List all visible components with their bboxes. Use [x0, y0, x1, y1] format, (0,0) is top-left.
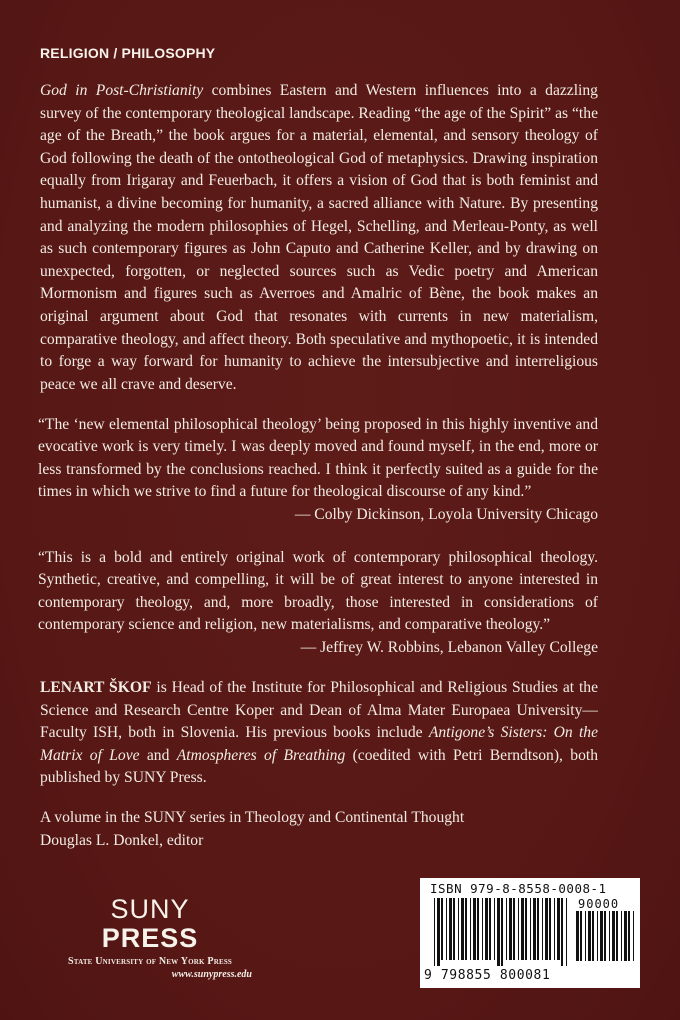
barcode-bar [624, 911, 627, 961]
barcode-bar [616, 911, 618, 961]
barcode-bar [497, 898, 500, 966]
barcode-bar [446, 898, 447, 960]
barcode-bar [545, 898, 548, 960]
barcode-bar [621, 911, 622, 961]
barcode-bar [557, 898, 560, 960]
description-text: combines Eastern and Western influences into a dazzling survey of the contemporary theological landscape. Reading “the age of the Spirit” as “the age of the Breath,” the book argues for a material, elemental, and sensory theology of God following the death of the ontotheological God of metaphysics. Drawing inspiration equally from Irigaray and Feuerbach, it offers a vision of God that is both feminist and humanist, a divine becoming for humanity, a sacred alliance with Nature. By presenting and analyzing the modern philosophies of Hegel, Schelling, and Merleau-Ponty, as well as such contemporary figures as John Caputo and Catherine Keller, and by drawing on unexpected, forgotten, or neglected sources such as Vedic poetry and American Mormonism and figures such as Averroes and Amalric of Bène, the book makes an original argument about God that resonates with currents in new materialism, comparative theology, and affect theory. Both speculative and mythopoetic, it is intended to forge a way forward for humanity to achieve the intersubjective and interreligious peace we all crave and deserve. [40, 82, 598, 393]
isbn-barcode [420, 878, 640, 988]
barcode-bar [485, 898, 488, 960]
barcode-bar [561, 898, 563, 966]
publisher-url: www.sunypress.edu [171, 969, 252, 980]
barcode-bar [458, 898, 459, 960]
barcode-bar [580, 911, 582, 961]
logo-press: PRESS [101, 923, 199, 953]
barcode-bar [465, 898, 467, 960]
logo-suny: SUNY [110, 894, 190, 924]
quote-attribution: — Colby Dickinson, Loyola University Chicago [294, 505, 598, 523]
barcode-bar [537, 898, 539, 960]
barcode-digits: 9 798855 800081 [424, 968, 551, 983]
barcode-bar [609, 911, 610, 961]
bio-text: and [139, 746, 177, 764]
quote-text: “This is a bold and entirely original work of contemporary philosophical theology. Synthetic, creative, and compelling, it will be of great interest to anyone interested in contemporary theology, and, more broadly, those interested in considerations of contemporary science and religion, new materialisms, and comparative theology.” [38, 549, 598, 634]
publisher-logo [40, 895, 260, 980]
barcode-bar [600, 911, 603, 961]
series-name: A volume in the SUNY series in Theology and Continental Thought [40, 809, 465, 826]
barcode-addon-bars-icon [576, 911, 636, 967]
barcode-bar [588, 911, 591, 961]
barcode-bar [592, 911, 594, 961]
barcode-bar [518, 898, 519, 960]
previous-book-title: Atmospheres of Breathing [176, 746, 346, 764]
barcode-bar [453, 898, 455, 960]
quote-attribution: — Jeffrey W. Robbins, Lebanon Valley College [300, 638, 598, 656]
barcode-bar [506, 898, 507, 960]
barcode-bar [489, 898, 491, 960]
barcode-bar [521, 898, 524, 960]
barcode-bar [494, 898, 495, 960]
barcode-bar [604, 911, 606, 961]
book-description [40, 80, 598, 396]
barcode-bar [566, 898, 567, 966]
bio-text: is Head of the Institute for Philosophical and Religious Studies at the Science and Research Centre Koper and Dean of Alma Mater Europaea University—Faculty ISH, both in Slovenia. His previous books include [40, 679, 599, 742]
series-info [40, 807, 464, 852]
previous-book-title: Antigone’s Sisters: On the Matrix of Love [40, 724, 598, 764]
barcode-bar [509, 898, 512, 960]
barcode-bar [585, 911, 586, 961]
barcode-bar [482, 898, 483, 960]
book-title: God in Post-Christianity [40, 82, 204, 99]
category-label: RELIGION / PHILOSOPHY [40, 45, 216, 61]
barcode-bar [501, 898, 503, 966]
barcode-bar [437, 898, 440, 966]
barcode-bar [597, 911, 598, 961]
barcode-bar [525, 898, 527, 960]
barcode-bar [434, 898, 435, 966]
bio-text: (coedited with Petri Berndtson), both published by SUNY Press. [40, 746, 598, 787]
barcode-bar [449, 898, 452, 960]
barcode-bar [542, 898, 543, 960]
author-bio [40, 677, 598, 790]
author-name: LENART ŠKOF [40, 679, 152, 696]
publisher-full-name: State University of New York Press [67, 956, 233, 967]
quote-text: “The ‘new elemental philosophical theology’ being proposed in this highly inventive and evocative work is very timely. I was deeply moved and found myself, in the end, more or less transformed by the conclusions reached. I think it perfectly suited as a guide for the times in which we strive to find a future for theological discourse of any kind.” [38, 416, 598, 501]
barcode-bar [628, 911, 630, 961]
barcode-bar [513, 898, 515, 960]
barcode-bar [633, 911, 634, 961]
barcode-bar [461, 898, 464, 960]
barcode-bars-icon [434, 898, 570, 966]
series-editor: Douglas L. Donkel, editor [40, 831, 204, 849]
barcode-bar [470, 898, 471, 960]
barcode-addon-number: 90000 [578, 897, 620, 911]
barcode-bar [530, 898, 531, 960]
endorsement-quote [38, 414, 598, 526]
isbn-label: ISBN 979-8-8558-0008-1 [430, 881, 607, 896]
barcode-bar [533, 898, 536, 960]
barcode-bar [477, 898, 479, 960]
endorsement-quote [38, 547, 598, 659]
barcode-bar [612, 911, 615, 961]
barcode-bar [554, 898, 555, 960]
barcode-bar [549, 898, 551, 960]
barcode-bar [576, 911, 579, 961]
barcode-bar [473, 898, 476, 960]
barcode-bar [441, 898, 443, 960]
